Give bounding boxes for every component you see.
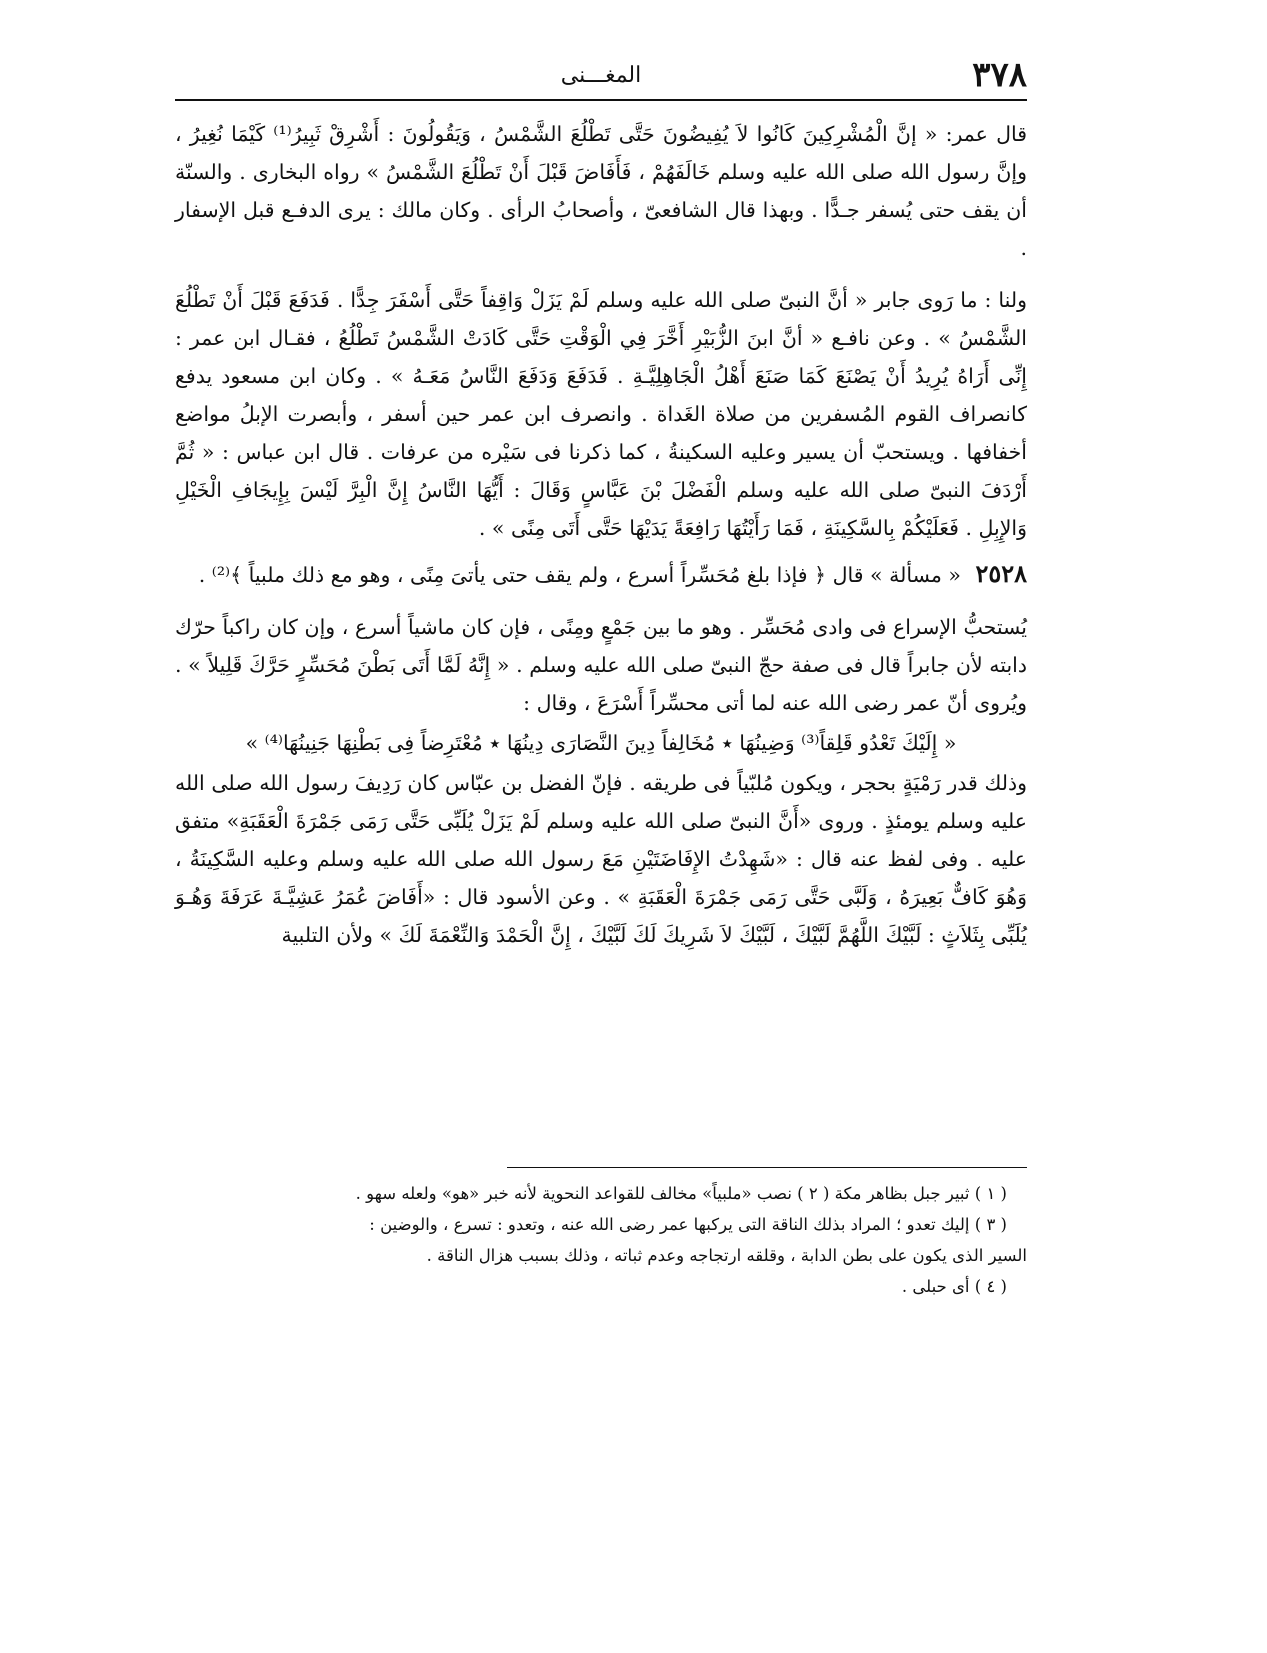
poem-verse: « إِلَيْكَ تَعْدُو قَلِقاً⁽³⁾ وَضِينُهَا ٭ مُخَالِفاً دِينَ النَّصَارَى دِينُهَا ٭ مُعْتَرِضاً فِى بَطْنِهَا جَنِينُهَا⁽⁴⁾ » (245, 731, 957, 755)
main-text (175, 101, 1027, 954)
footnote-3-continued: السير الذى يكون على بطن الدابة ، وقلقه ارتجاجه وعدم ثباته ، وذلك بسبب هزال الناقة . (426, 1246, 1027, 1265)
footnote-3: ( ٣ ) إليك تعدو ؛ المراد بذلك الناقة التى يركبها عمر رضى الله عنه ، وتعدو : تسرع ، والوضين : (369, 1215, 1007, 1234)
issue-heading (175, 555, 1027, 594)
paragraph-3: يُستحبُّ الإسراع فى وادى مُحَسِّر . وهو ما بين جَمْعٍ ومِنًى ، فإن كان ماشياً أسرع ، وإن كان راكباً حرّك دابته لأن جابراً قال فى صفة حجّ النبىّ صلى الله عليه وسلم . « إِنَّهُ لَمَّا أَتَى بَطْنَ مُحَسِّرٍ حَرَّكَ قَلِيلاً » . ويُروى أنّ عمر رضى الله عنه لما أتى محسِّراً أَسْرَعَ ، وقال : (175, 615, 1027, 715)
running-title: المغـــنى (560, 63, 642, 88)
issue-text: « مسألة » قال ﴿ فإذا بلغ مُحَسِّراً أسرع ، ولم يقف حتى يأتىَ مِنًى ، وهو مع ذلك ملبياً ﴾⁽²⁾ . (198, 563, 961, 587)
footnotes (175, 1167, 1027, 1302)
footnote-4: ( ٤ ) أى حبلى . (901, 1277, 1007, 1296)
page-number: ٣٧٨ (972, 55, 1027, 95)
paragraph-4: وذلك قدر رَمْيَةٍ بحجر ، ويكون مُلبّياً فى طريقه . فإنّ الفضل بن عبّاس كان رَدِيفَ رسول الله صلى الله عليه وسلم يومئذٍ . وروى «أَنَّ النبىّ صلى الله عليه وسلم لَمْ يَزَلْ يُلَبِّى حَتَّى رَمَى جَمْرَةَ الْعَقَبَةِ» متفق عليه . وفى لفظ عنه قال : «شَهِدْتُ الإِفَاضَتَيْنِ مَعَ رسول الله صلى الله عليه وسلم وعليه السَّكِينَةُ ، وَهُوَ كَافٌّ بَعِيرَهُ ، وَلَبَّى حَتَّى رَمَى جَمْرَةَ الْعَقَبَةِ » . وعن الأسود قال : «أَفَاضَ عُمَرُ عَشِيَّـةَ عَرَفَةَ وَهُـوَ يُلَبِّى بِثَلاَثٍ : لَبَّيْكَ اللَّهُمَّ لَبَّيْكَ ، لَبَّيْكَ لاَ شَرِيكَ لَكَ لَبَّيْكَ ، إِنَّ الْحَمْدَ وَالنِّعْمَةَ لَكَ » ولأن التلبية (175, 771, 1027, 947)
page-header (175, 55, 1027, 101)
footnote-divider (507, 1167, 1027, 1168)
footnote-1-2: ( ١ ) ثبير جبل بظاهر مكة ( ٢ ) نصب «ملبياً» مخالف للقواعد النحوية لأنه خبر «هو» ولعله سهو . (355, 1184, 1007, 1203)
book-page (175, 55, 1027, 1615)
paragraph-1: قال عمر: « إنَّ الْمُشْرِكِينَ كَانُوا لاَ يُفِيضُونَ حَتَّى تَطْلُعَ الشَّمْسُ ، وَيَقُولُونَ : أَشْرِقْ ثَبِيرُ⁽¹⁾ كَيْمَا نُغِيرُ ، وإنَّ رسول الله صلى الله عليه وسلم خَالَفَهُمْ ، فَأَفَاضَ قَبْلَ أَنْ تَطْلُعَ الشَّمْسُ » رواه البخارى . والسنّة أن يقف حتى يُسفر جـدًّا . وبهذا قال الشافعىّ ، وأصحابُ الرأى . وكان مالك : يرى الدفـع قبل الإسفار . (175, 122, 1028, 260)
issue-number: ٢٥٢٨ (975, 559, 1027, 588)
paragraph-2: ولنا : ما رَوى جابر « أنَّ النبىّ صلى الله عليه وسلم لَمْ يَزَلْ وَاقِفاً حَتَّى أَسْفَرَ جِدًّا . فَدَفَعَ قَبْلَ أَنْ تَطْلُعَ الشَّمْسُ » . وعن نافـع « أنَّ ابنَ الزُّبَيْرِ أَخَّرَ فِي الْوَقْتِ حَتَّى كَادَتْ الشَّمْسُ تَطْلُعُ ، فقـال ابن عمر : إِنِّى أَرَاهُ يُرِيدُ أَنْ يَصْنَعَ كَمَا صَنَعَ أَهْلُ الْجَاهِلِيَّـةِ . فَدَفَعَ وَدَفَعَ النَّاسُ مَعَـهُ » . وكان ابن مسعود يدفع كانصراف القوم المُسفرين من صلاة الغَداة . وانصرف ابن عمر حين أسفر ، وأبصرت الإبلُ مواضع أخفافها . ويستحبّ أن يسير وعليه السكينةُ ، كما ذكرنا فى سَيْره من عرفات . قال ابن عباس : « ثُمَّ أَرْدَفَ النبىّ صلى الله عليه وسلم الْفَضْلَ بْنَ عَبَّاسٍ وَقَالَ : أَيُّهَا النَّاسُ إِنَّ الْبِرَّ لَيْسَ بِإِيجَافِ الْخَيْلِ وَالإِبِلِ . فَعَلَيْكُمْ بِالسَّكِينَةِ ، فَمَا رَأَيْتُهَا رَافِعَةً يَدَيْهَا حَتَّى أَتَى مِنًى » . (175, 288, 1027, 540)
